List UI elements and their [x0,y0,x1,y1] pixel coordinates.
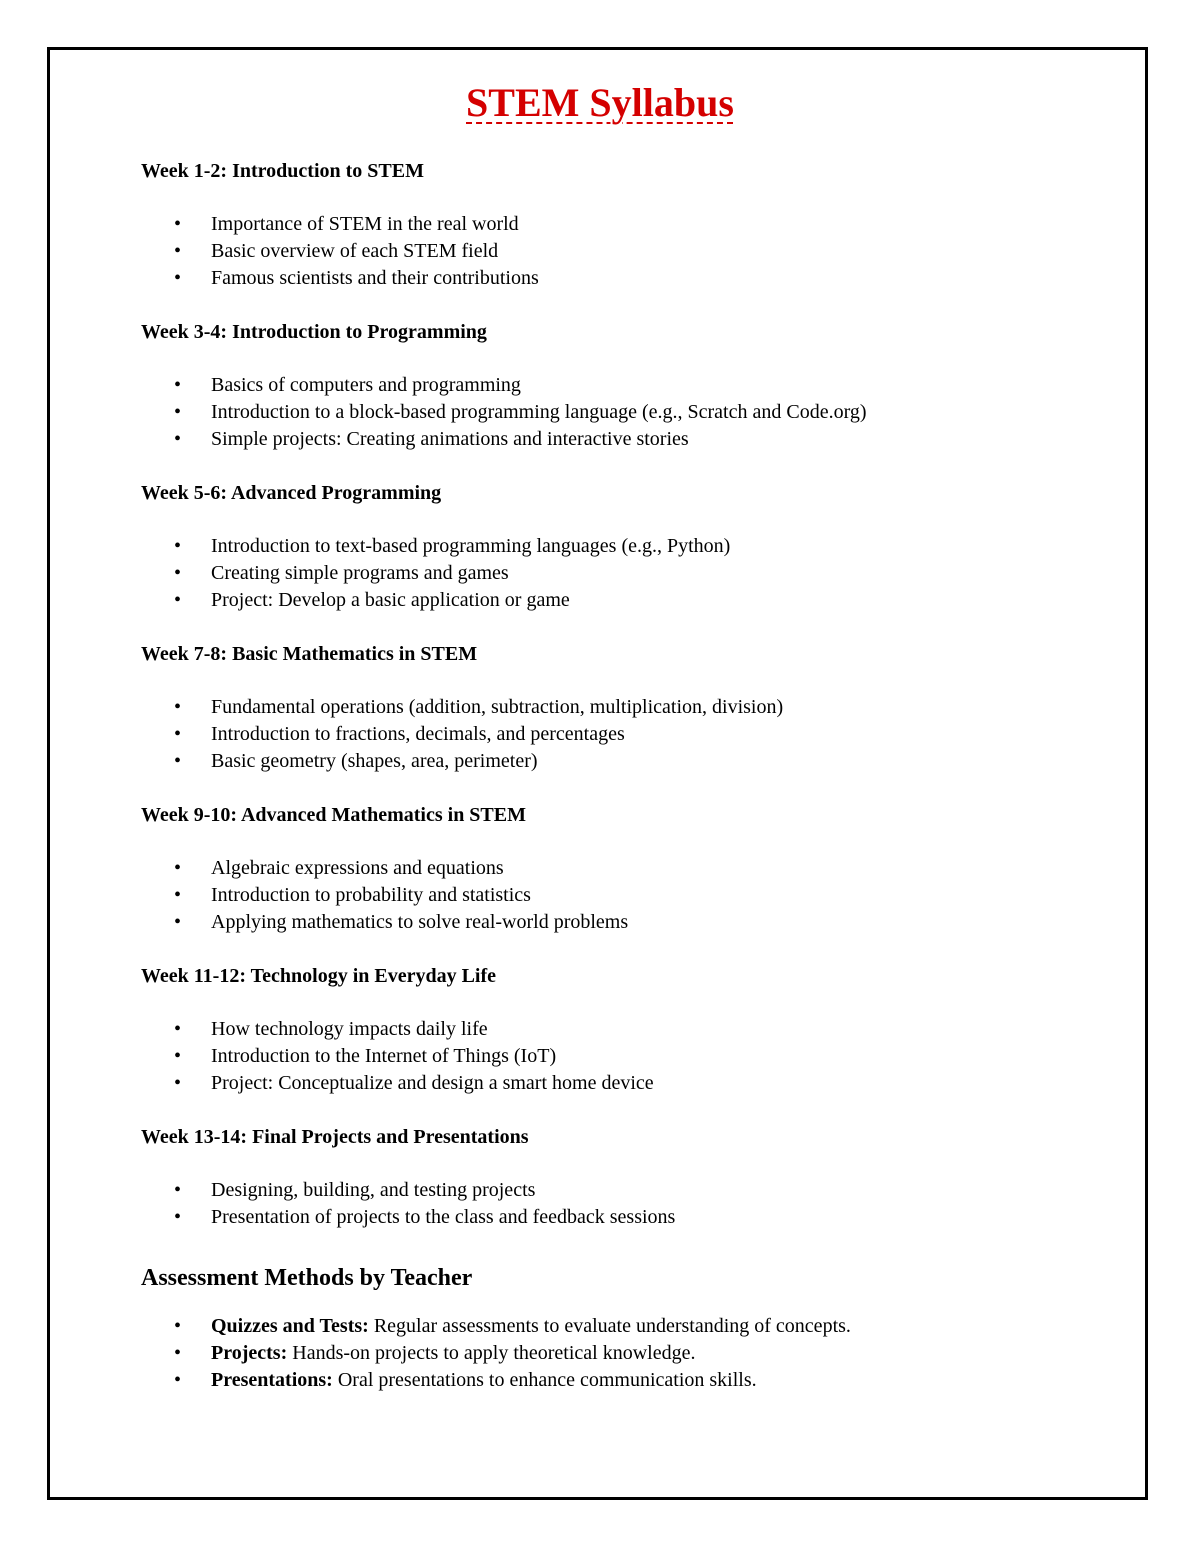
week-section-1-2 [141,157,1101,292]
topic-text: Project: Conceptualize and design a smart home device [211,1072,654,1094]
bullet-icon: • [174,911,182,933]
topic-text: Presentation of projects to the class and feedback sessions [211,1206,676,1228]
bullet-icon: • [174,1179,182,1201]
topic-text: Introduction to a block-based programming language (e.g., Scratch and Code.org) [211,401,867,423]
week-topic-list [141,694,1101,775]
week-section-7-8 [141,640,1101,775]
week-heading: Week 5-6: Advanced Programming [141,482,442,504]
document-title [0,78,1200,128]
list-item [141,426,1101,453]
week-heading: Week 3-4: Introduction to Programming [141,321,487,343]
list-item [141,748,1101,775]
week-topic-list [141,533,1101,614]
list-item [141,1340,1101,1367]
bullet-icon: • [174,428,182,450]
topic-text: Introduction to probability and statistics [211,884,531,906]
topic-text: Famous scientists and their contributions [211,267,539,289]
list-item [141,265,1101,292]
list-item [141,587,1101,614]
bullet-icon: • [174,1045,182,1067]
topic-text: Basics of computers and programming [211,374,521,396]
topic-text: Creating simple programs and games [211,562,509,584]
list-item [141,694,1101,721]
bullet-icon: • [174,267,182,289]
bullet-icon: • [174,401,182,423]
week-heading: Week 9-10: Advanced Mathematics in STEM [141,804,526,826]
list-item [141,909,1101,936]
list-item [141,1177,1101,1204]
week-heading: Week 13-14: Final Projects and Presentations [141,1126,529,1148]
list-item [141,1016,1101,1043]
list-item [141,533,1101,560]
topic-text: Project: Develop a basic application or game [211,589,570,611]
topic-text: Fundamental operations (addition, subtraction, multiplication, division) [211,696,784,718]
week-section-3-4 [141,318,1101,453]
list-item [141,882,1101,909]
assessment-label: Presentations: [211,1369,333,1391]
topic-text: Basic overview of each STEM field [211,240,499,262]
week-heading: Week 1-2: Introduction to STEM [141,160,424,182]
bullet-icon: • [174,589,182,611]
bullet-icon: • [174,240,182,262]
list-item [141,1367,1101,1394]
list-item [141,1204,1101,1231]
assessment-label: Quizzes and Tests: [211,1315,369,1337]
bullet-icon: • [174,213,182,235]
topic-text: Simple projects: Creating animations and interactive stories [211,428,689,450]
bullet-icon: • [174,723,182,745]
bullet-icon: • [174,857,182,879]
syllabus-content [141,157,1101,1394]
assessment-text: Oral presentations to enhance communication skills. [337,1369,757,1391]
topic-text: Basic geometry (shapes, area, perimeter) [211,750,538,772]
list-item [141,399,1101,426]
week-section-5-6 [141,479,1101,614]
bullet-icon: • [174,1018,182,1040]
bullet-icon: • [174,884,182,906]
topic-text: Importance of STEM in the real world [211,213,519,235]
topic-text: Introduction to text-based programming languages (e.g., Python) [211,535,731,557]
list-item [141,372,1101,399]
topic-text: Designing, building, and testing projects [211,1179,536,1201]
topic-text: How technology impacts daily life [211,1018,488,1040]
bullet-icon: • [174,696,182,718]
topic-text: Applying mathematics to solve real-world problems [211,911,629,933]
topic-text: Introduction to the Internet of Things (IoT) [211,1045,557,1067]
week-topic-list [141,1016,1101,1097]
week-heading: Week 11-12: Technology in Everyday Life [141,965,497,987]
list-item [141,1070,1101,1097]
assessment-text: Regular assessments to evaluate understanding of concepts. [373,1315,851,1337]
topic-text: Introduction to fractions, decimals, and percentages [211,723,625,745]
assessment-text: Hands-on projects to apply theoretical knowledge. [292,1342,696,1364]
week-heading: Week 7-8: Basic Mathematics in STEM [141,643,478,665]
week-topic-list [141,372,1101,453]
list-item [141,855,1101,882]
list-item [141,238,1101,265]
list-item [141,560,1101,587]
topic-text: Algebraic expressions and equations [211,857,504,879]
week-section-11-12 [141,962,1101,1097]
assessment-heading: Assessment Methods by Teacher [141,1265,473,1291]
bullet-icon: • [174,1342,182,1364]
week-section-13-14 [141,1123,1101,1231]
week-topic-list [141,211,1101,292]
week-topic-list [141,1177,1101,1231]
assessment-section [141,1257,1101,1394]
assessment-label: Projects: [211,1342,288,1364]
list-item [141,1313,1101,1340]
list-item [141,211,1101,238]
document-title-text: STEM Syllabus [466,80,734,125]
list-item [141,1043,1101,1070]
bullet-icon: • [174,374,182,396]
bullet-icon: • [174,750,182,772]
bullet-icon: • [174,1206,182,1228]
bullet-icon: • [174,1072,182,1094]
bullet-icon: • [174,535,182,557]
list-item [141,721,1101,748]
bullet-icon: • [174,1369,182,1391]
week-topic-list [141,855,1101,936]
week-section-9-10 [141,801,1101,936]
bullet-icon: • [174,562,182,584]
assessment-list [141,1313,1101,1394]
bullet-icon: • [174,1315,182,1337]
